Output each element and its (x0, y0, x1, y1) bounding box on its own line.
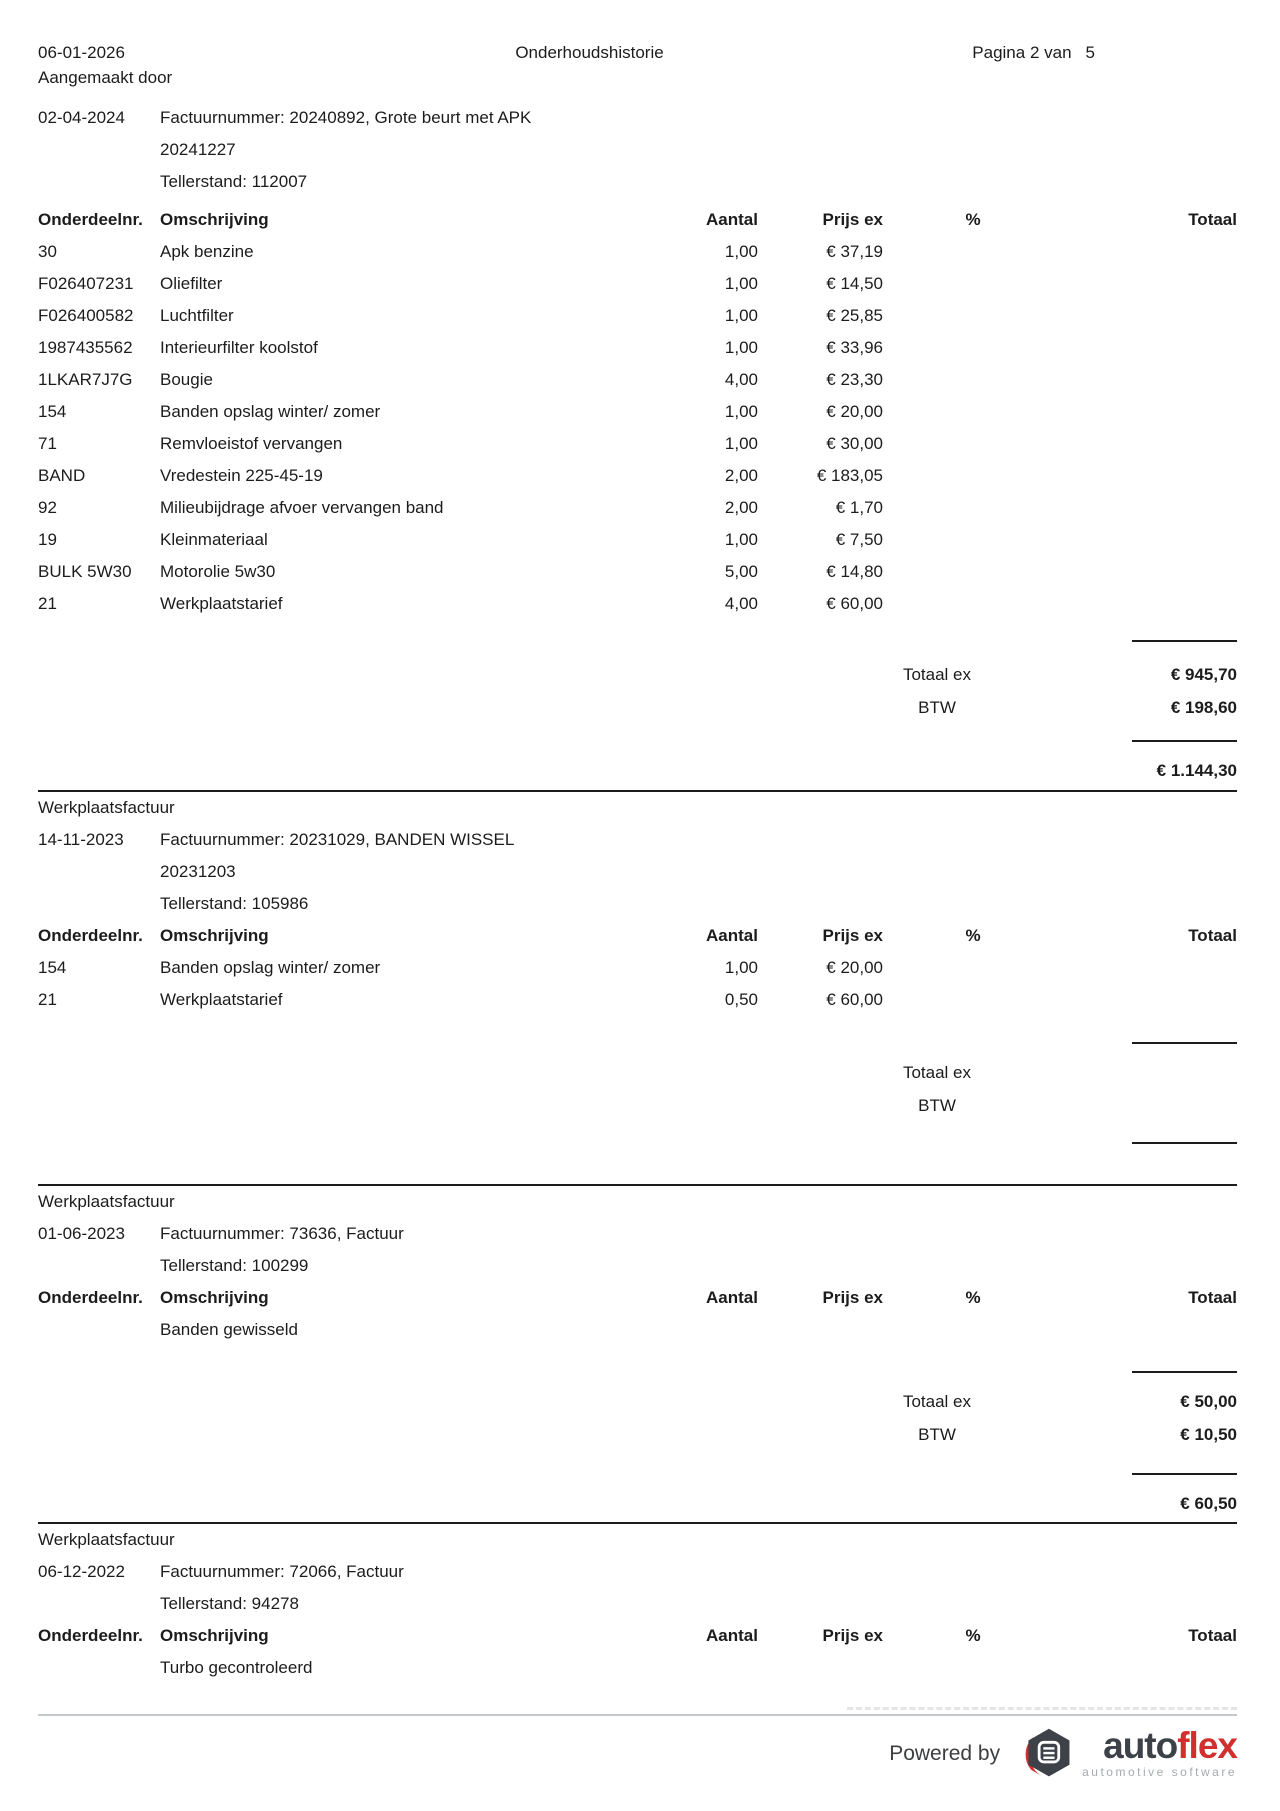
invoice-reference-line: 20241227 (160, 140, 236, 159)
table-row: 154 Banden opslag winter/ zomer 1,00 € 20,00 (38, 958, 883, 977)
invoice-description (160, 102, 1237, 198)
vat-value: € 198,60 (1170, 698, 1237, 717)
table-row: 1LKAR7J7G Bougie 4,00 € 23,30 (38, 370, 883, 389)
totals-rule (1132, 1371, 1237, 1373)
table-row: BULK 5W30 Motorolie 5w30 5,00 € 14,80 (38, 562, 883, 581)
autoflex-logo (1020, 1726, 1237, 1782)
invoice-date: 02-04-2024 (38, 108, 125, 127)
odometer-line: Tellerstand: 105986 (160, 894, 309, 913)
total-ex-value: € 945,70 (1170, 665, 1237, 684)
grand-total-row (38, 754, 1237, 787)
invoice-description (160, 1218, 1237, 1282)
invoice-info (38, 824, 1237, 920)
col-percent: % (965, 210, 981, 229)
total-ex-label: Totaal ex (902, 665, 972, 684)
table-row: 154 Banden opslag winter/ zomer 1,00 € 20,00 (38, 402, 883, 421)
total-ex-row (38, 1056, 1237, 1089)
invoice-description (160, 1556, 1237, 1620)
table-row: 71 Remvloeistof vervangen 1,00 € 30,00 (38, 434, 883, 453)
total-ex-row (38, 658, 1237, 691)
table-header: Onderdeelnr. Omschrijving Aantal Prijs ex % Totaal (38, 926, 1237, 945)
autoflex-hexagon-icon (1020, 1726, 1076, 1782)
footer-watermark (847, 1707, 1237, 1710)
invoice-number-line: Factuurnummer: 20231029, BANDEN WISSEL (160, 830, 515, 849)
table-row: 21 Werkplaatstarief 0,50 € 60,00 (38, 990, 883, 1009)
brand-flex: flex (1177, 1725, 1237, 1766)
header-right (712, 40, 1237, 65)
grand-total-value: € 60,50 (1180, 1494, 1237, 1513)
invoice-date: 14-11-2023 (38, 830, 124, 849)
total-ex-label: Totaal ex (902, 1392, 972, 1411)
page-header (38, 40, 1237, 90)
total-ex-label: Totaal ex (902, 1063, 972, 1082)
col-price-ex: Prijs ex (822, 210, 883, 229)
table-row: 21 Werkplaatstarief 4,00 € 60,00 (38, 594, 883, 613)
page-count: 5 (1085, 43, 1095, 62)
footer-divider (38, 1714, 1237, 1716)
invoice-date: 01-06-2023 (38, 1224, 125, 1243)
vat-label: BTW (918, 1096, 956, 1115)
table-header (38, 204, 1237, 236)
header-left (38, 40, 563, 90)
powered-by-label: Powered by (889, 1742, 1001, 1765)
invoice-description (160, 824, 1237, 920)
vat-label: BTW (918, 1425, 956, 1444)
section-label: Werkplaatsfactuur (38, 798, 175, 817)
grand-total-rule (1132, 1142, 1237, 1144)
odometer-line: Tellerstand: 94278 (160, 1594, 299, 1613)
vat-value (1017, 1089, 1237, 1122)
col-part-no: Onderdeelnr. (38, 210, 143, 229)
grand-total-rule (1132, 740, 1237, 742)
invoice-date: 06-12-2022 (38, 1562, 125, 1581)
creation-date: 06-01-2026 (38, 43, 125, 62)
table-row: F026400582 Luchtfilter 1,00 € 25,85 (38, 306, 883, 325)
invoice-number-line: Factuurnummer: 72066, Factuur (160, 1562, 404, 1581)
totals-rule (1132, 640, 1237, 642)
table-row: 19 Kleinmateriaal 1,00 € 7,50 (38, 530, 883, 549)
grand-total-row (38, 1487, 1237, 1520)
grand-total-value: € 1.144,30 (1156, 761, 1237, 780)
odometer-line: Tellerstand: 112007 (160, 172, 308, 191)
vat-value: € 10,50 (1180, 1425, 1237, 1444)
invoice-number-line: Factuurnummer: 20240892, Grote beurt met APK (160, 108, 532, 127)
col-description: Omschrijving (160, 210, 269, 229)
table-row: Banden gewisseld (160, 1320, 298, 1339)
table-row: 92 Milieubijdrage afvoer vervangen band 2,00 € 1,70 (38, 498, 883, 517)
invoice-reference-line: 20231203 (160, 862, 236, 881)
invoice-info (38, 102, 1237, 198)
table-row: F026407231 Oliefilter 1,00 € 14,50 (38, 274, 883, 293)
totals-rule (1132, 1042, 1237, 1044)
table-header: Onderdeelnr. Omschrijving Aantal Prijs ex % Totaal (38, 1288, 1237, 1307)
brand-auto: auto (1103, 1725, 1178, 1766)
vat-row (38, 691, 1237, 724)
table-body (38, 952, 1237, 1016)
invoice-number-line: Factuurnummer: 73636, Factuur (160, 1224, 404, 1243)
col-total: Totaal (1188, 210, 1237, 229)
total-ex-value (1017, 1056, 1237, 1089)
vat-row (38, 1418, 1237, 1451)
table-body (38, 236, 1237, 620)
section-label: Werkplaatsfactuur (38, 1530, 175, 1549)
invoice-info (38, 1556, 1237, 1620)
table-row: 30 Apk benzine 1,00 € 37,19 (38, 242, 883, 261)
grand-total-rule (1132, 1473, 1237, 1475)
col-quantity: Aantal (706, 210, 758, 229)
created-by-label: Aangemaakt door (38, 68, 173, 87)
page-number-label: Pagina 2 van 5 (972, 40, 1095, 65)
total-ex-row (38, 1385, 1237, 1418)
section-label: Werkplaatsfactuur (38, 1192, 175, 1211)
table-row: Turbo gecontroleerd (160, 1658, 313, 1677)
page-title: Onderhoudshistorie (515, 43, 664, 62)
table-row: BAND Vredestein 225-45-19 2,00 € 183,05 (38, 466, 883, 485)
vat-label: BTW (918, 698, 956, 717)
footer (38, 1726, 1237, 1782)
vat-row (38, 1089, 1237, 1122)
autoflex-wordmark (1082, 1725, 1237, 1779)
table-row: 1987435562 Interieurfilter koolstof 1,00 € 33,96 (38, 338, 883, 357)
odometer-line: Tellerstand: 100299 (160, 1256, 309, 1275)
invoice-info (38, 1218, 1237, 1282)
brand-tagline: automotive software (1082, 1765, 1237, 1779)
table-header: Onderdeelnr. Omschrijving Aantal Prijs ex % Totaal (38, 1626, 1237, 1645)
total-ex-value: € 50,00 (1180, 1392, 1237, 1411)
